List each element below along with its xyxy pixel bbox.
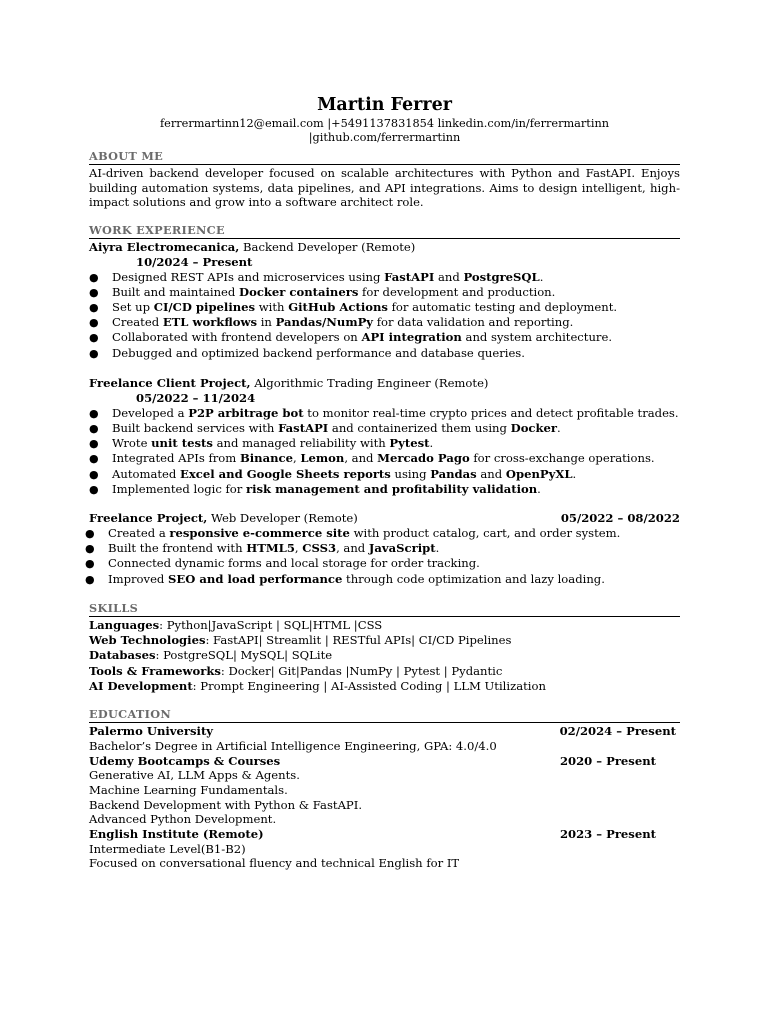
skill-label: AI Development — [89, 678, 193, 693]
education-dates: 2020 – Present — [559, 753, 656, 768]
bullet-text: to monitor real-time crypto prices and detect profitable trades. — [303, 405, 679, 420]
bullet-keyword: CSS3 — [302, 541, 337, 556]
education-entry — [89, 754, 680, 827]
bullet-keyword: Pandas/NumPy — [275, 315, 374, 330]
bullet-keyword: FastAPI — [384, 269, 435, 284]
bullet-text: and containerized them using — [328, 420, 511, 435]
bullet-keyword: Lemon — [300, 451, 345, 466]
job-bullet — [89, 330, 680, 345]
bullet-text: using — [390, 466, 431, 481]
skill-value: : Python|JavaScript | SQL|HTML |CSS — [159, 617, 383, 632]
job-role: Backend Developer (Remote) — [239, 239, 416, 254]
bullet-keyword: OpenPyXL — [505, 466, 573, 481]
job-bullet — [89, 270, 680, 285]
bullet-keyword: SEO and load performance — [168, 571, 343, 586]
bullet-keyword: CI/CD pipelines — [153, 299, 256, 314]
bullet-text: . — [537, 481, 541, 496]
bullet-text: , and — [336, 541, 369, 556]
bullet-dot-icon: ● — [89, 316, 99, 330]
contact-line-1: ferrermartinn12@email.com |+5491137831854 linkedin.com/in/ferrermartinn — [159, 117, 610, 130]
education-header — [89, 827, 680, 842]
bullet-text: for automatic testing and deployment. — [387, 299, 618, 314]
education-header — [89, 724, 680, 739]
bullet-text: . — [539, 269, 544, 284]
job-company: Freelance Project, — [89, 510, 208, 525]
bullet-text: Improved — [108, 571, 169, 586]
job-1 — [89, 240, 680, 361]
school-name: Udemy Bootcamps & Courses — [89, 753, 281, 768]
bullet-text: Built the frontend with — [108, 541, 247, 556]
bullet-text: . — [435, 541, 440, 556]
job-bullet — [89, 451, 680, 466]
bullet-text: Implemented logic for — [112, 481, 247, 496]
job-company: Freelance Client Project, — [89, 375, 251, 390]
bullet-text: and managed reliability with — [212, 436, 390, 451]
bullet-dot-icon: ● — [89, 346, 99, 360]
education-header — [89, 754, 680, 769]
skill-line — [89, 618, 680, 633]
education-detail: Generative AI, LLM Apps & Agents. — [89, 768, 300, 783]
skill-value: : FastAPI| Streamlit | RESTful APIs| CI/CD Pipelines — [205, 633, 512, 648]
job-3 — [85, 510, 680, 587]
bullet-text: , — [292, 451, 301, 466]
skill-label: Languages — [89, 617, 160, 632]
job-dates: 05/2022 – 08/2022 — [560, 510, 680, 525]
skill-label: Web Technologies — [89, 633, 206, 648]
bullet-text: through code optimization and lazy loading. — [342, 571, 605, 586]
bullet-text: . — [429, 436, 434, 451]
bullet-dot-icon: ● — [89, 437, 99, 451]
skill-line — [89, 664, 680, 679]
bullet-text: . — [572, 466, 577, 481]
skill-value: : Docker| Git|Pandas |NumPy | Pytest | Pydantic — [220, 663, 503, 678]
bullet-keyword: ETL workflows — [162, 315, 258, 330]
bullet-dot-icon: ● — [85, 542, 95, 556]
bullet-text: with product catalog, cart, and order system. — [349, 525, 621, 540]
work-section-title: WORK EXPERIENCE — [89, 223, 680, 239]
bullet-keyword: API integration — [361, 330, 462, 345]
bullet-keyword: unit tests — [151, 436, 213, 451]
job-header — [89, 376, 680, 391]
job-bullet — [89, 421, 680, 436]
job-bullet — [89, 300, 680, 315]
job-bullet — [89, 482, 680, 497]
bullet-keyword: Excel and Google Sheets reports — [180, 466, 391, 481]
bullet-dot-icon: ● — [89, 285, 99, 299]
job-bullet — [85, 525, 680, 541]
bullet-keyword: Mercado Pago — [377, 451, 470, 466]
job-bullet — [85, 571, 680, 587]
bullet-keyword: FastAPI — [278, 420, 329, 435]
bullet-text: Connected dynamic forms and local storage for order tracking. — [108, 556, 480, 571]
bullet-dot-icon: ● — [85, 572, 95, 586]
bullet-text: Built backend services with — [112, 420, 279, 435]
bullet-keyword: risk management and profitability validation — [246, 481, 538, 496]
bullet-keyword: Pandas — [430, 466, 477, 481]
bullet-keyword: JavaScript — [368, 541, 436, 556]
bullet-keyword: responsive e-commerce site — [169, 525, 350, 540]
job-bullets — [89, 270, 680, 361]
bullet-dot-icon: ● — [89, 270, 99, 284]
job-header — [89, 511, 680, 526]
bullet-text: and system architecture. — [461, 330, 613, 345]
education-dates: 2023 – Present — [559, 826, 656, 841]
bullet-dot-icon: ● — [85, 526, 95, 540]
job-bullet — [89, 467, 680, 482]
education-section-title: EDUCATION — [89, 707, 680, 723]
bullet-text: for data validation and reporting. — [373, 315, 574, 330]
skill-value: : Prompt Engineering | AI-Assisted Coding | LLM Utilization — [192, 678, 546, 693]
education-detail: Machine Learning Fundamentals. — [89, 783, 288, 798]
education-entry — [89, 827, 680, 871]
job-bullet — [89, 436, 680, 451]
bullet-text: Collaborated with frontend developers on — [112, 330, 362, 345]
job-2 — [89, 376, 680, 497]
skill-line — [89, 648, 680, 663]
bullet-text: Built and maintained — [112, 284, 240, 299]
school-name: Palermo University — [89, 724, 214, 739]
bullet-keyword: PostgreSQL — [463, 269, 540, 284]
bullet-text: , and — [344, 451, 378, 466]
education-detail: Intermediate Level(B1-B2) — [89, 841, 246, 856]
skills-list — [89, 618, 680, 694]
education-dates: 02/2024 – Present — [559, 724, 676, 739]
job-role: Web Developer (Remote) — [207, 510, 358, 525]
education-detail: Backend Development with Python & FastAPI. — [89, 797, 363, 812]
bullet-dot-icon: ● — [89, 331, 99, 345]
about-text: AI-driven backend developer focused on scalable architectures with Python and FastAPI. Enjoys building automation systems, data pipelines, and API integrations. Aims to design intelligent, high-impact solutions and grow into a software architect role. — [89, 166, 680, 209]
bullet-dot-icon: ● — [89, 421, 99, 435]
skill-value: : PostgreSQL| MySQL| SQLite — [155, 648, 333, 663]
bullet-text: and — [476, 466, 506, 481]
bullet-text: for development and production. — [358, 284, 556, 299]
bullet-text: Automated — [112, 466, 181, 481]
about-section-title: ABOUT ME — [89, 149, 680, 165]
bullet-dot-icon: ● — [89, 482, 99, 496]
bullet-text: Created — [112, 315, 163, 330]
bullet-keyword: P2P arbitrage bot — [188, 405, 304, 420]
job-bullet — [85, 556, 680, 571]
bullet-text: Developed a — [112, 405, 189, 420]
education-detail: Focused on conversational fluency and technical English for IT — [89, 856, 460, 871]
education-detail: Advanced Python Development. — [89, 812, 277, 827]
bullet-text: Set up — [112, 299, 154, 314]
bullet-keyword: GitHub Actions — [288, 299, 388, 314]
skill-label: Databases — [89, 648, 156, 663]
bullet-text: in — [257, 315, 276, 330]
bullet-dot-icon: ● — [89, 300, 99, 314]
bullet-text: . — [557, 420, 561, 435]
bullet-text: Integrated APIs from — [112, 451, 240, 466]
job-company: Aiyra Electromecanica, — [89, 239, 240, 254]
bullet-text: Debugged and optimized backend performance and database queries. — [112, 345, 525, 360]
bullet-text: with — [255, 299, 289, 314]
job-bullet — [89, 346, 680, 361]
contact-line-2: |github.com/ferrermartinn — [308, 131, 461, 144]
bullet-dot-icon: ● — [89, 467, 99, 481]
bullet-keyword: Docker — [510, 420, 558, 435]
job-bullet — [89, 406, 680, 421]
job-bullet — [85, 541, 680, 556]
bullet-text: , — [294, 541, 303, 556]
bullet-keyword: Binance — [239, 451, 293, 466]
job-dates: 10/2024 – Present — [136, 254, 253, 269]
bullet-keyword: Docker containers — [239, 284, 359, 299]
bullet-dot-icon: ● — [89, 406, 99, 420]
bullet-text: Wrote — [112, 436, 152, 451]
job-bullets — [85, 525, 680, 587]
job-dates: 05/2022 – 11/2024 — [136, 390, 256, 405]
bullet-text: and — [434, 269, 464, 284]
skills-section-title: SKILLS — [89, 601, 680, 617]
bullet-dot-icon: ● — [85, 557, 95, 571]
job-header — [89, 240, 680, 255]
job-bullets — [89, 406, 680, 497]
bullet-text: Created a — [108, 525, 170, 540]
candidate-name: Martin Ferrer — [317, 95, 452, 115]
job-bullet — [89, 315, 680, 330]
education-entry — [89, 724, 680, 753]
skill-line — [89, 633, 680, 648]
school-name: English Institute (Remote) — [89, 826, 264, 841]
skill-label: Tools & Frameworks — [89, 663, 221, 678]
job-bullet — [89, 285, 680, 300]
resume-page — [85, 94, 680, 871]
bullet-dot-icon: ● — [89, 452, 99, 466]
skill-line — [89, 679, 680, 694]
education-detail: Bachelor’s Degree in Artificial Intelligence Engineering, GPA: 4.0/4.0 — [89, 739, 497, 754]
job-role: Algorithmic Trading Engineer (Remote) — [250, 375, 489, 390]
bullet-text: for cross-exchange operations. — [469, 451, 655, 466]
bullet-text: Designed REST APIs and microservices using — [112, 269, 385, 284]
bullet-keyword: HTML5 — [246, 541, 295, 556]
bullet-keyword: Pytest — [389, 436, 430, 451]
